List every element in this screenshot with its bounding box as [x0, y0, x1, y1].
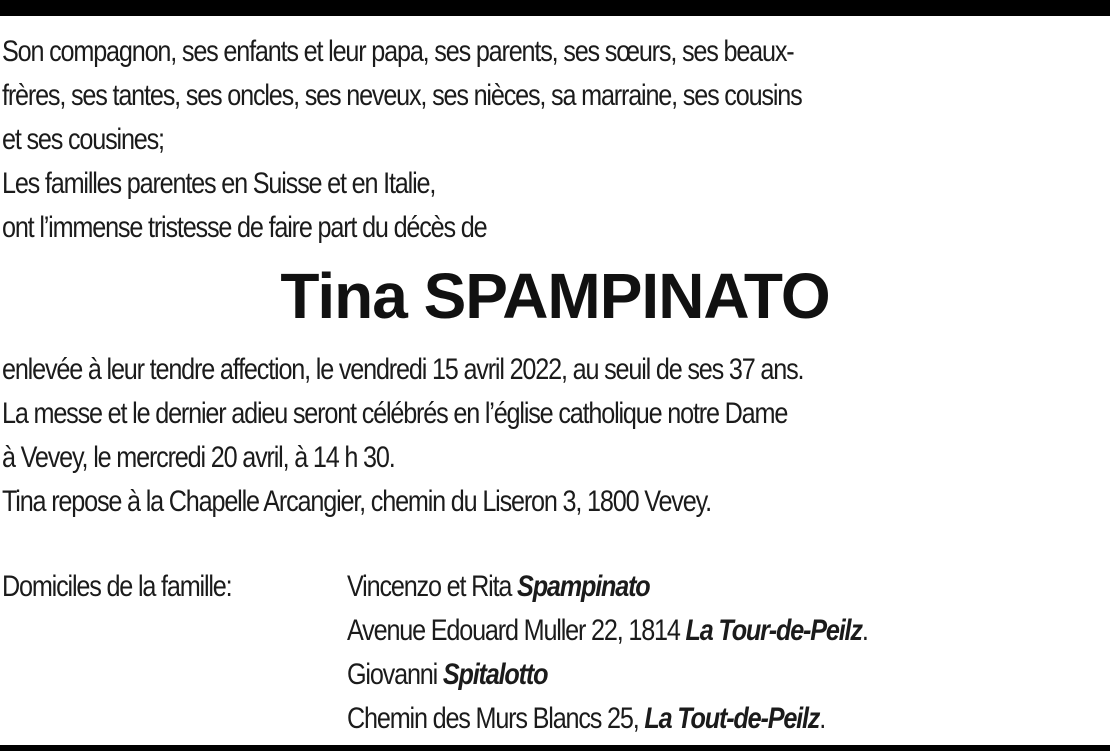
domicile-row	[2, 653, 1108, 697]
intro-line: Les familles parentes en Suisse et en Italie,	[2, 167, 436, 200]
deceased-name: Tina SPAMPINATO	[280, 260, 830, 332]
contact-2-given: Giovanni	[347, 658, 443, 691]
address-1	[347, 609, 868, 653]
domicile-row	[2, 697, 1108, 741]
domicile-row	[2, 609, 1108, 653]
address-2-street: Chemin des Murs Blancs 25,	[347, 702, 645, 735]
domicile-row	[2, 565, 1108, 609]
contact-2-surname: Spitalotto	[442, 658, 548, 691]
details-line: La messe et le dernier adieu seront célébrés en l’église catholique notre Dame	[2, 397, 788, 430]
address-2	[347, 697, 825, 741]
contact-1	[347, 565, 650, 609]
address-1-town: La Tour-de-Peilz	[685, 614, 862, 647]
address-1-end: .	[861, 614, 868, 647]
address-1-street: Avenue Edouard Muller 22, 1814	[347, 614, 686, 647]
details-line: enlevée à leur tendre affection, le vendredi 15 avril 2022, au seuil de ses 37 ans.	[2, 353, 804, 386]
intro-line: ont l’immense tristesse de faire part du décès de	[2, 211, 487, 244]
top-rule	[0, 0, 1110, 16]
details-text	[2, 348, 1108, 524]
bottom-rule	[0, 745, 1110, 751]
family-domiciles	[2, 565, 1108, 741]
intro-text	[2, 30, 1108, 250]
intro-line: Son compagnon, ses enfants et leur papa, ses parents, ses sœurs, ses beaux-	[2, 35, 794, 68]
contact-1-surname: Spampinato	[517, 570, 650, 603]
contact-2	[347, 653, 547, 697]
intro-line: et ses cousines;	[2, 123, 164, 156]
details-line: à Vevey, le mercredi 20 avril, à 14 h 30.	[2, 441, 395, 474]
address-2-end: .	[819, 702, 826, 735]
contact-1-given: Vincenzo et Rita	[347, 570, 518, 603]
intro-line: frères, ses tantes, ses oncles, ses neveux, ses nièces, sa marraine, ses cousins	[2, 79, 802, 112]
address-2-town: La Tout-de-Peilz	[644, 702, 820, 735]
domiciles-label: Domiciles de la famille:	[2, 570, 232, 603]
details-line: Tina repose à la Chapelle Arcangier, chemin du Liseron 3, 1800 Vevey.	[2, 485, 711, 518]
